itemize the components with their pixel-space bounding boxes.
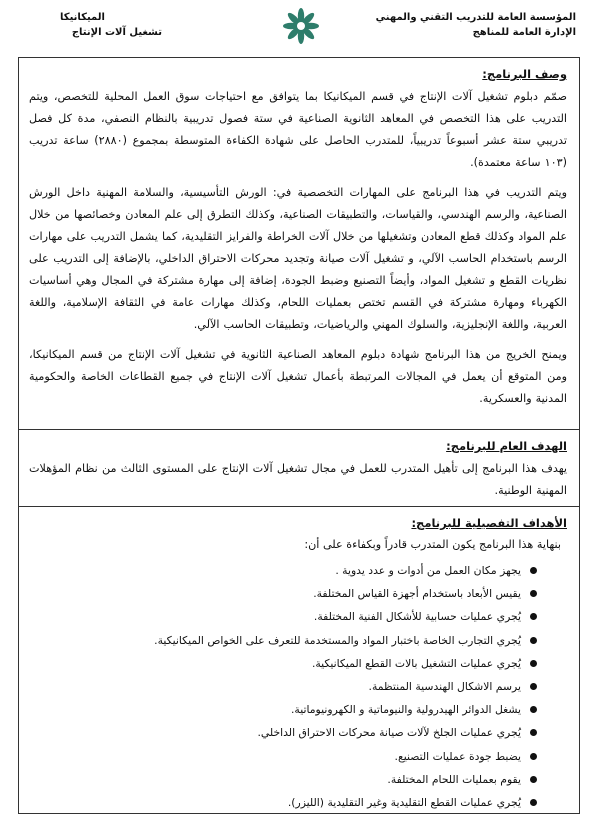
list-item	[29, 559, 537, 582]
list-item	[29, 675, 537, 698]
bullet-icon	[530, 799, 537, 806]
goal-text: يرسم الاشكال الهندسية المنتظمة.	[368, 680, 521, 694]
list-item	[29, 791, 537, 814]
list-item	[29, 698, 537, 721]
list-item	[29, 629, 537, 652]
goal-text: يُجري عمليات حسابية للأشكال الفنية المختلفة.	[313, 610, 521, 624]
general-goal-text: يهدف هذا البرنامج إلى تأهيل المتدرب للعمل في مجال تشغيل آلات الإنتاج على المستوى الثالث من نظام المؤهلات المهنية الوطنية.	[29, 462, 567, 497]
general-goal-title: الهدف العام للبرنامج:	[446, 439, 567, 453]
bullet-icon	[530, 776, 537, 783]
list-item	[29, 721, 537, 744]
general-goal-section	[19, 429, 579, 506]
goal-text: يُجري عمليات التشغيل بالات القطع الميكانيكية.	[311, 656, 521, 670]
program-description-section	[19, 58, 579, 429]
goal-text: يقوم بعمليات اللحام المختلفة.	[387, 772, 521, 786]
bullet-icon	[530, 706, 537, 713]
tvtc-logo-icon	[281, 6, 321, 46]
bullet-icon	[530, 729, 537, 736]
specialization-name: تشغيل آلات الإنتاج	[71, 27, 162, 38]
description-paragraph: صمّم دبلوم تشغيل آلات الإنتاج في قسم الميكانيكا بما يتوافق مع احتياجات سوق العمل المحلية للتخصص، ويتم التدريب على هذا التخصص في المعاهد الثانوية الصناعية في ستة فصول تدريبية بالنظام النصفي، مدة كل فصل تدريبي ستة عشر أسبوعاً تدريبياً، للمتدرب الحاصل على شهادة الكفاءة المتوسطة بمجموع (٢٨٨٠) ساعة تدريب (١٠٣ ساعة معتمدة).	[29, 90, 568, 169]
list-item	[29, 582, 537, 605]
bullet-icon	[530, 660, 537, 667]
list-item	[29, 768, 537, 791]
goal-text: يُجري عمليات الجلخ لآلات صيانة محركات الاحتراق الداخلي.	[257, 726, 521, 740]
detailed-goals-title: الأهداف التفصيلية للبرنامج:	[411, 516, 567, 530]
program-description-title: وصف البرنامج:	[482, 67, 567, 81]
list-item	[29, 605, 537, 628]
detailed-goals-intro: بنهاية هذا البرنامج يكون المتدرب قادراً وبكفاءة على أن:	[304, 538, 561, 551]
goal-text: يشغل الدوائر الهيدرولية والنيوماتية و الكهرونيوماتية.	[290, 703, 521, 717]
list-item	[29, 745, 537, 768]
content-frame	[18, 57, 580, 814]
department-block	[32, 10, 162, 40]
goal-text: يضبط جودة عمليات التصنيع.	[394, 749, 521, 763]
goal-text: يُجري التجارب الخاصة باختبار المواد والمستخدمة للتعرف على الخواص الميكانيكية.	[154, 633, 521, 647]
bullet-icon	[530, 683, 537, 690]
bullet-icon	[530, 567, 537, 574]
page-header	[0, 0, 596, 52]
description-paragraph: ويتم التدريب في هذا البرنامج على المهارات التخصصية في: الورش التأسيسية، والسلامة المهنية داخل الورش الصناعية، والرسم الهندسي، والقياسات، والتطبيقات الصناعية، وكذلك التطرق إلى علم المعادن وخصائصها من خلال علم المواد وكذلك قطع المعادن وتشغيلها من خلال آلات الخراطة والفرايز التقليدية، كما يشمل التدريب على مهارات الرسم باستخدام الحاسب الآلي، و تشغيل آلات صيانة وتجديد محركات الاحتراق الداخلي، بالإضافة إلى التدريب على نظريات القطع و تشغيل المواد، وأيضاً التصنيع وضبط الجودة، إضافة إلى مهارة مشتركة في المجال وهي أساسيات الكهرباء ومهارة مشتركة في القسم تختص بعمليات اللحام، وكذلك مهارات عامة في الثقافة الإسلامية، واللغة العربية، واللغة الإنجليزية، والسلوك المهني والرياضيات، وتطبيقات الحاسب الآلي.	[29, 186, 567, 331]
bullet-icon	[530, 637, 537, 644]
detailed-goals-list	[29, 559, 537, 814]
detailed-goals-section	[19, 506, 579, 813]
department-name: الميكانيكا	[60, 12, 105, 23]
bullet-icon	[530, 613, 537, 620]
list-item	[29, 652, 537, 675]
bullet-icon	[530, 753, 537, 760]
organization-name: المؤسسة العامة للتدريب التقني والمهني	[375, 12, 576, 23]
goal-text: يُجري عمليات القطع التقليدية وغير التقليدية (الليزر).	[287, 796, 521, 810]
curriculum-department: الإدارة العامة للمناهج	[472, 27, 576, 38]
organization-block	[376, 10, 576, 40]
bullet-icon	[530, 590, 537, 597]
description-paragraph: ويمنح الخريج من هذا البرنامج شهادة دبلوم المعاهد الصناعية الثانوية في تشغيل آلات الإنتاج من قسم الميكانيكا، ومن المتوقع أن يعمل في المجالات المرتبطة بأعمال تشغيل آلات الإنتاج في جميع القطاعات الخاصة والحكومية المدنية والعسكرية.	[29, 348, 567, 405]
goal-text: يجهز مكان العمل من أدوات و عدد يدوية .	[335, 564, 521, 577]
goal-text: يقيس الأبعاد باستخدام أجهزة القياس المختلفة.	[313, 587, 521, 601]
